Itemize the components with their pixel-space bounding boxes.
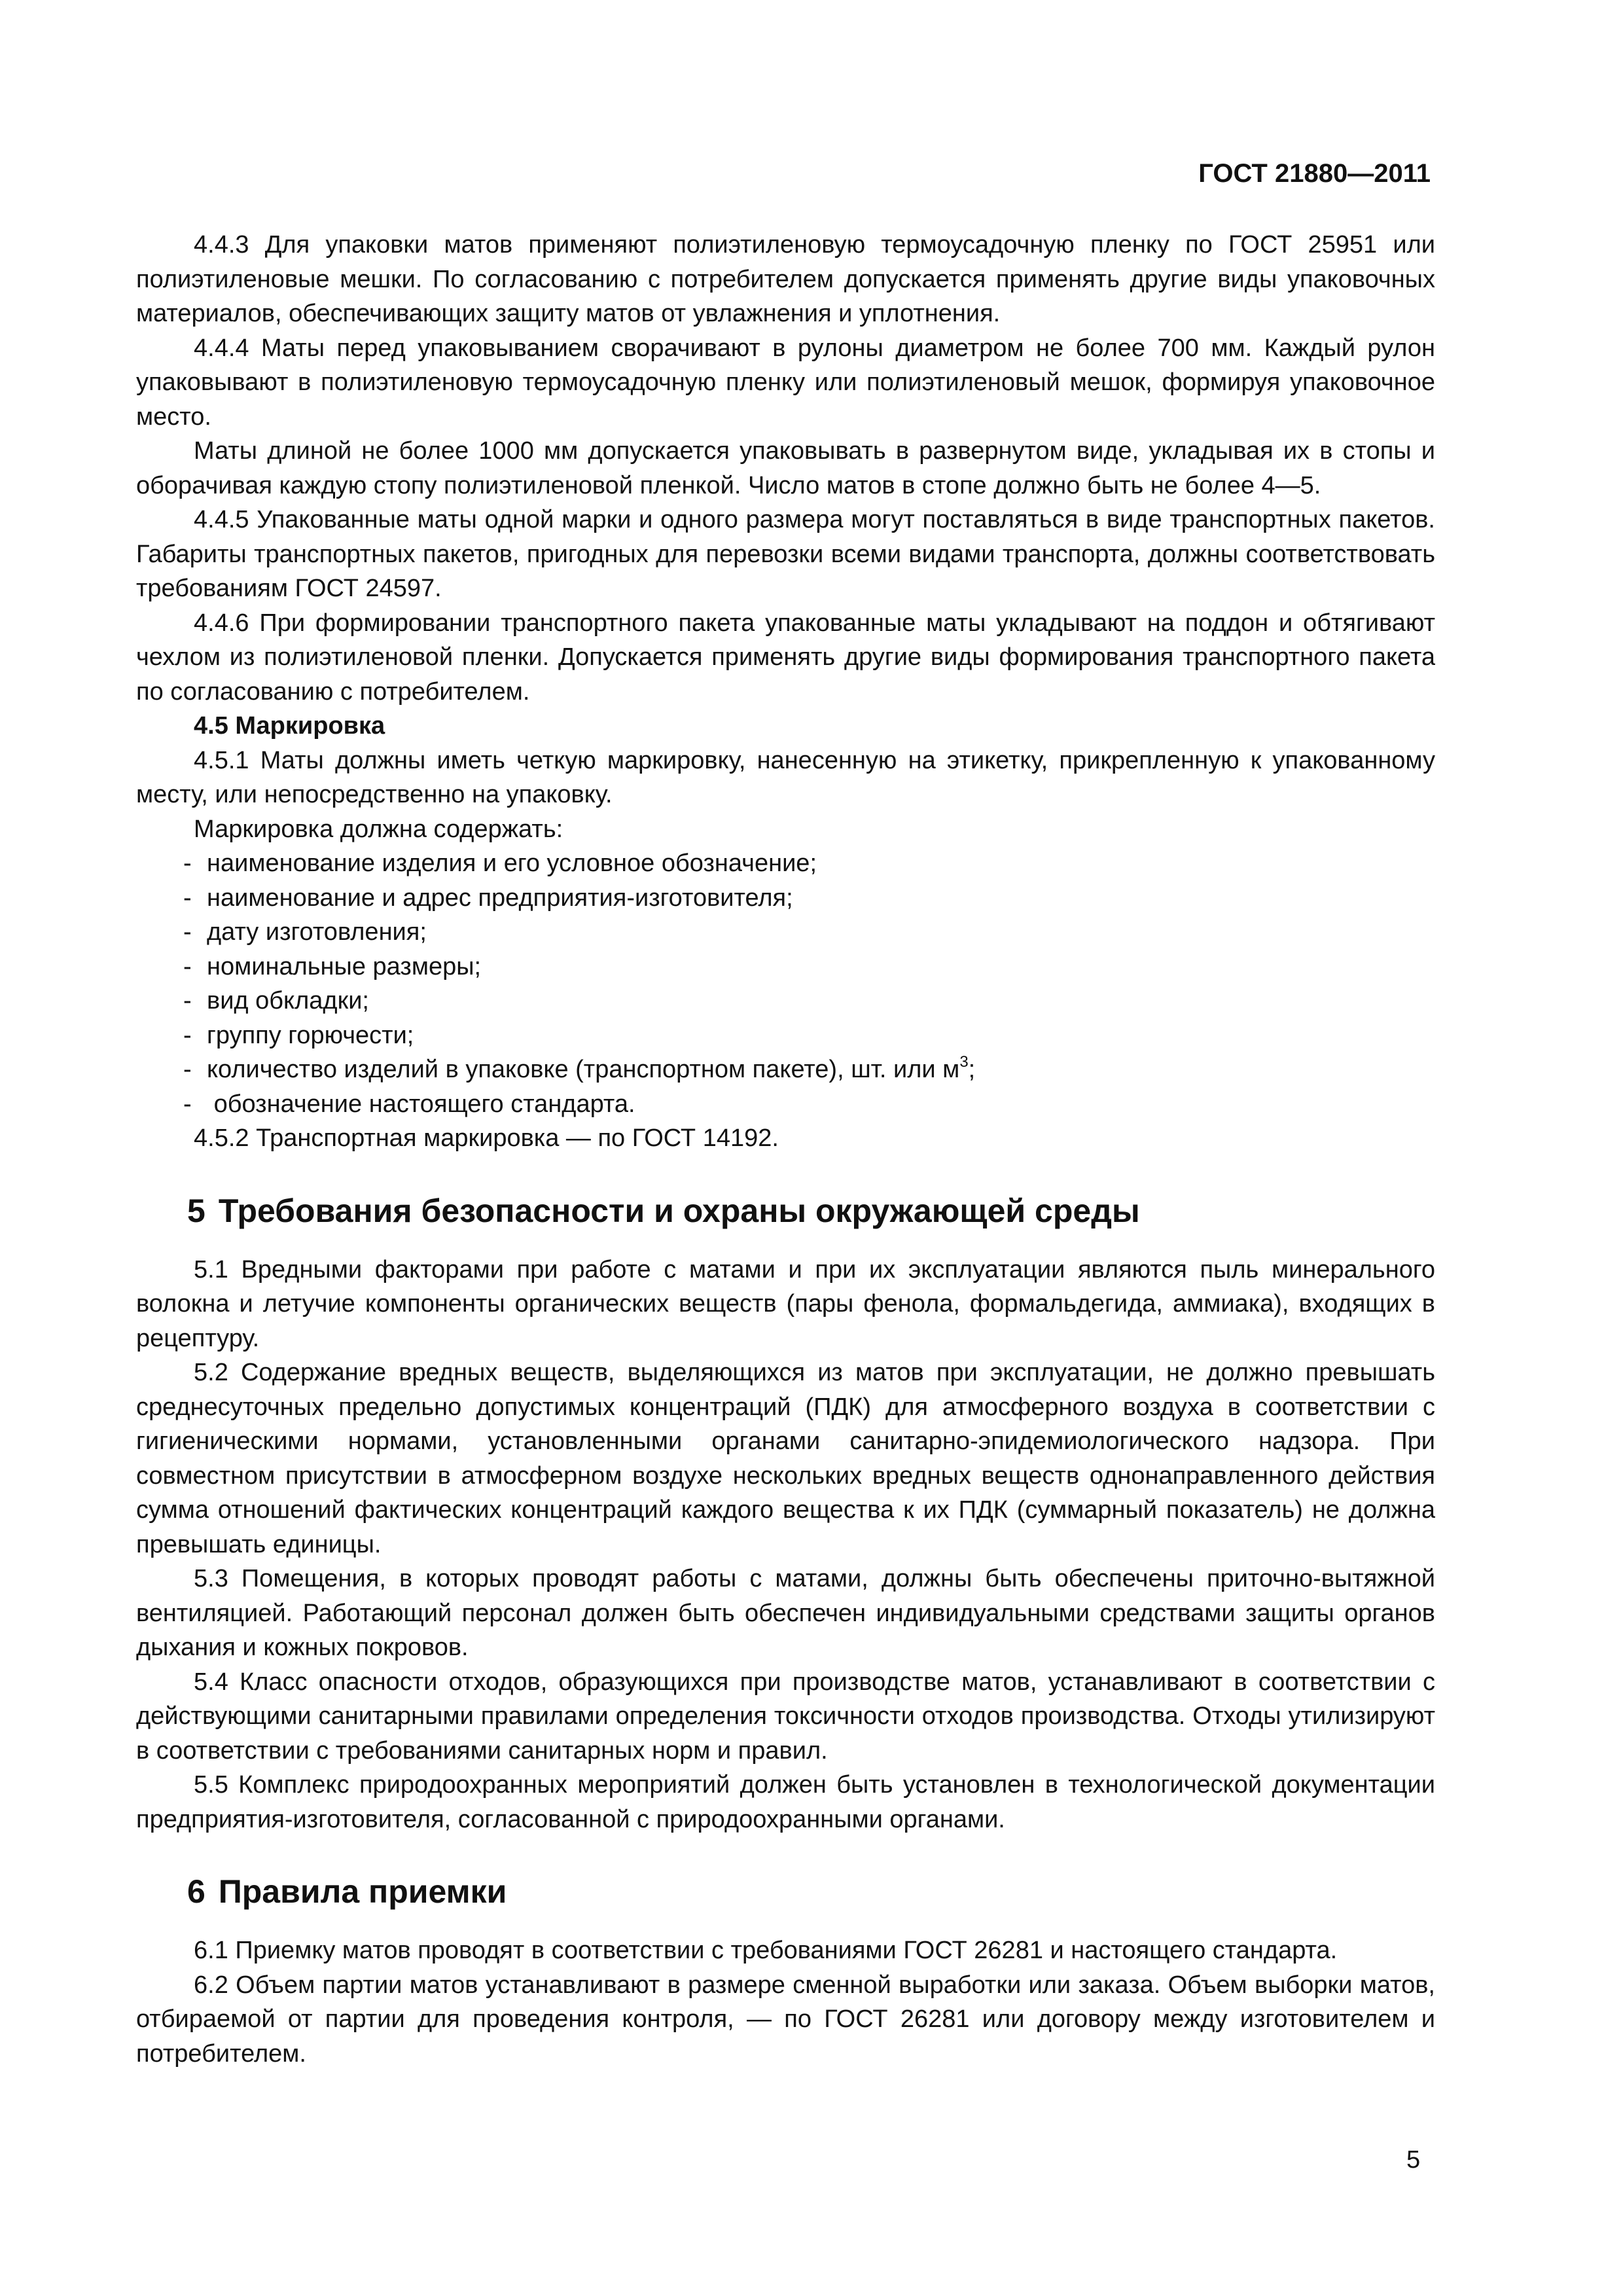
paragraph-6-2: 6.2 Объем партии матов устанавливают в размере сменной выработки или заказа. Объем выборки матов, отбираемой от партии для проведения контроля, — по ГОСТ 26281 или договору между изготовителем и потребителем. <box>136 1971 1435 2068</box>
subsection-title-4-5: 4.5 Маркировка <box>194 712 385 740</box>
paragraph-6-1: 6.1 Приемку матов проводят в соответствии с требованиями ГОСТ 26281 и настоящего стандарта. <box>194 1937 1338 1964</box>
list-item: - вид обкладки; <box>183 987 369 1014</box>
paragraph-4-5-1: 4.5.1 Маты должны иметь четкую маркировку, нанесенную на этикетку, прикрепленную к упакованному месту, или непосредственно на упаковку. <box>136 746 1435 808</box>
marking-requirements-list <box>136 846 1435 1121</box>
superscript-3: 3 <box>959 1053 969 1071</box>
paragraph-5-4: 5.4 Класс опасности отходов, образующихся при производстве матов, устанавливают в соответствии с действующими санитарными правилами определения токсичности отходов производства. Отходы утилизируют в соответствии с требованиями санитарных норм и правил. <box>136 1668 1435 1765</box>
list-item: - дату изготовления; <box>183 918 427 946</box>
paragraph-5-2: 5.2 Содержание вредных веществ, выделяющихся из матов при эксплуатации, не должно превышать среднесуточных предельно допустимых концентраций (ПДК) для атмосферного воздуха в соответствии с гигиеническими нормами, установленными органами санитарно-эпидемиологического надзора. При совместном присутствии в атмосферном воздухе нескольких вредных веществ однонаправленного действия сумма отношений фактических концентраций каждого вещества к их ПДК (суммарный показатель) не должна превышать единицы. <box>136 1359 1435 1558</box>
page-number: 5 <box>1406 2146 1421 2174</box>
paragraph-4-4-6: 4.4.6 При формировании транспортного пакета упакованные маты укладывают на поддон и обтягивают чехлом из полиэтиленовой пленки. Допускается применять другие виды формирования транспортного пакета по согласованию с потребителем. <box>136 609 1435 706</box>
paragraph-4-4-5: 4.4.5 Упакованные маты одной марки и одного размера могут поставляться в виде транспортных пакетов. Габариты транспортных пакетов, пригодных для перевозки всеми видами транспорта, должны соответствовать требованиям ГОСТ 24597. <box>136 506 1435 602</box>
paragraph-4-4-4-cont: Маты длиной не более 1000 мм допускается упаковывать в развернутом виде, укладывая их в стопы и оборачивая каждую стопу полиэтиленовой пленкой. Число матов в стопе должно быть не более 4—5. <box>136 437 1435 499</box>
list-item: - наименование изделия и его условное обозначение; <box>183 850 817 877</box>
paragraph-4-4-3: 4.4.3 Для упаковки матов применяют полиэтиленовую термоусадочную пленку по ГОСТ 25951 или полиэтиленовые мешки. По согласованию с потребителем допускается применять другие виды упаковочных материалов, обеспечивающих защиту матов от увлажнения и уплотнения. <box>136 231 1435 327</box>
section-title-5: 5 Требования безопасности и охраны окружающей среды <box>187 1192 1140 1229</box>
paragraph-4-4-4: 4.4.4 Маты перед упаковыванием сворачивают в рулоны диаметром не более 700 мм. Каждый рулон упаковывают в полиэтиленовую термоусадочную пленку или полиэтиленовый мешок, формируя упаковочное место. <box>136 334 1435 431</box>
marking-list-intro: Маркировка должна содержать: <box>194 815 563 843</box>
list-item: - количество изделий в упаковке (транспортном пакете), шт. или $м^3$; <box>183 1053 976 1083</box>
list-item: - обозначение настоящего стандарта. <box>183 1090 635 1118</box>
paragraph-5-3: 5.3 Помещения, в которых проводят работы с матами, должны быть обеспечены приточно-вытяжной вентиляцией. Работающий персонал должен быть обеспечен индивидуальными средствами защиты органов дыхания и кожных покровов. <box>136 1565 1435 1661</box>
section-title-6: 6 Правила приемки <box>187 1873 507 1910</box>
document-code-header: ГОСТ 21880—2011 <box>1198 159 1431 188</box>
paragraph-5-5: 5.5 Комплекс природоохранных мероприятий должен быть установлен в технологической документации предприятия-изготовителя, согласованной с природоохранными органами. <box>136 1771 1435 1833</box>
page-body <box>136 228 1435 2071</box>
paragraph-5-1: 5.1 Вредными факторами при работе с матами и при их эксплуатации являются пыль минерального волокна и летучие компоненты органических веществ (пары фенола, формальдегида, аммиака), входящих в рецептуру. <box>136 1255 1435 1352</box>
list-item: - группу горючести; <box>183 1021 414 1049</box>
list-item: - номинальные размеры; <box>183 952 482 980</box>
paragraph-4-5-2: 4.5.2 Транспортная маркировка — по ГОСТ 14192. <box>194 1124 779 1152</box>
list-item: - наименование и адрес предприятия-изготовителя; <box>183 884 793 912</box>
